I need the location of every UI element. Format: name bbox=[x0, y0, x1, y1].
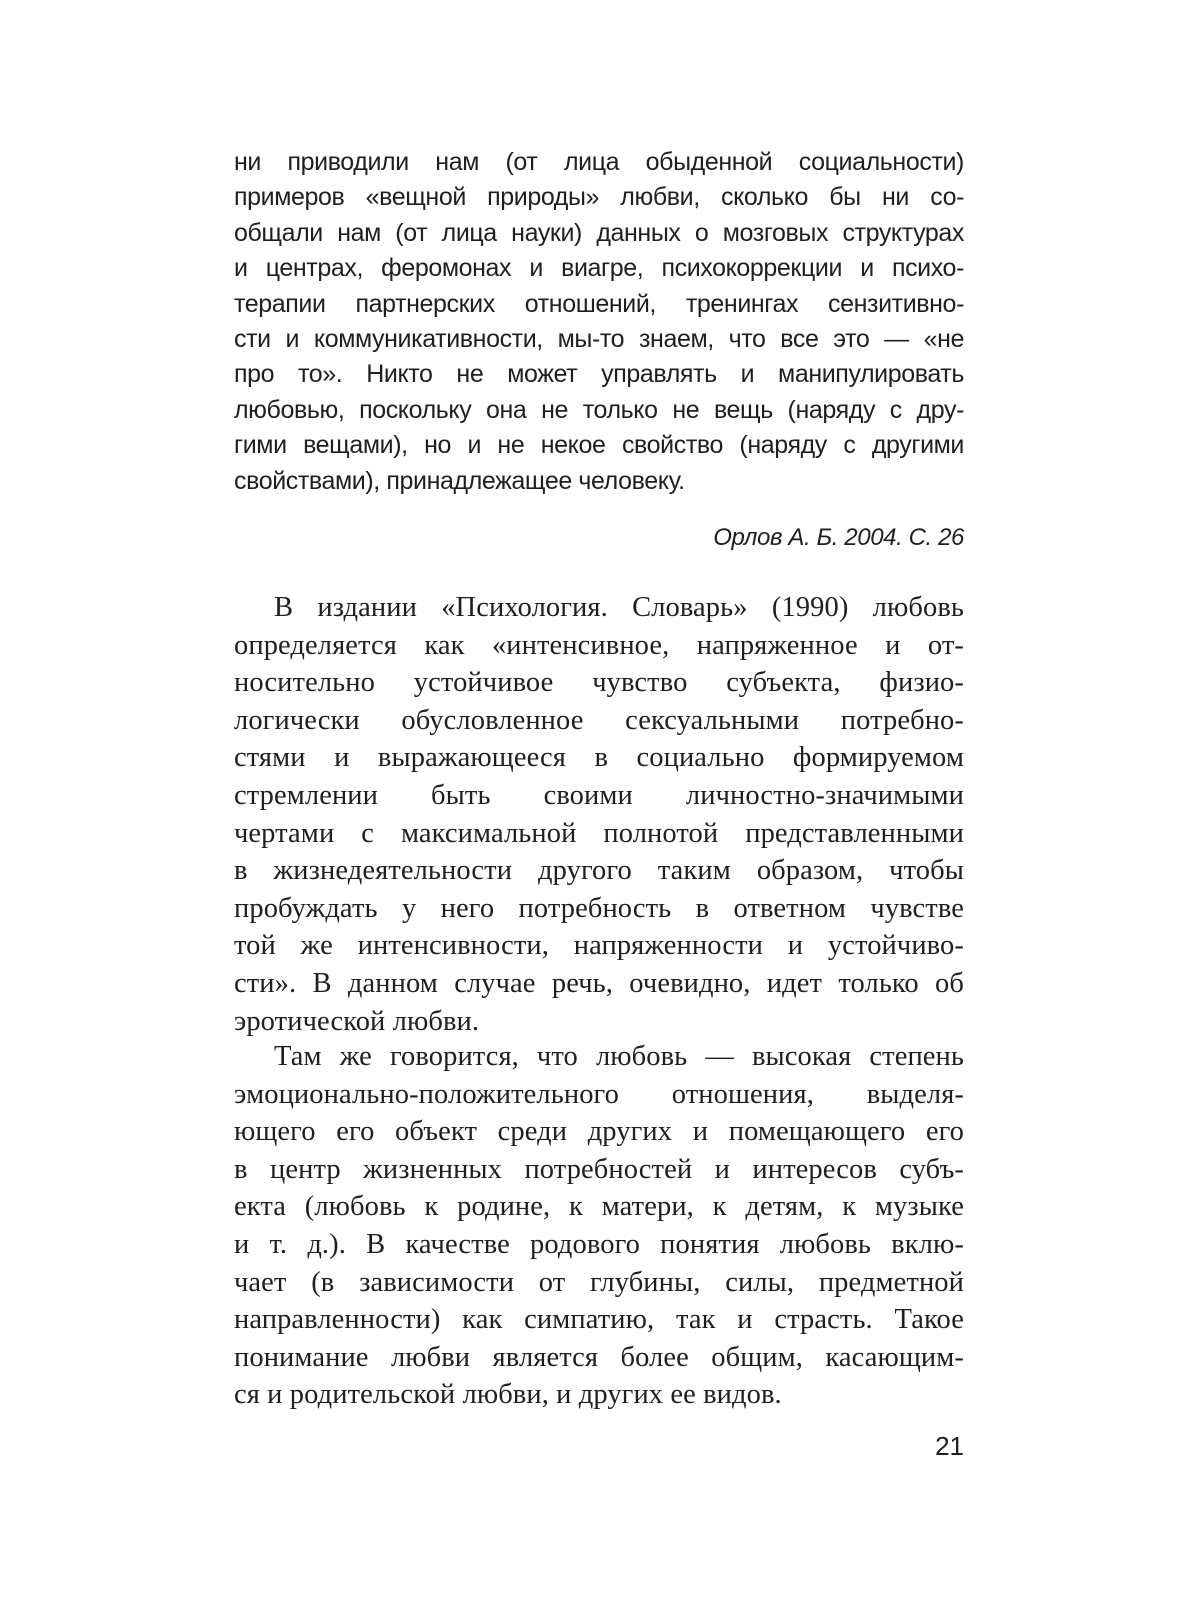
paragraph-line: ся и родительской любви, и других ее видов. bbox=[234, 1379, 782, 1411]
quote-line: ни приводили нам (от лица обыденной социальности) bbox=[234, 148, 964, 176]
paragraph-line: логически обусловленное сексуальными потребно- bbox=[234, 704, 964, 736]
quote-line: свойствами), принадлежащее человеку. bbox=[234, 466, 685, 495]
paragraph-line: чертами с максимальной полнотой представленными bbox=[234, 817, 964, 849]
paragraph-line: определяется как «интенсивное, напряженное и от- bbox=[234, 629, 964, 661]
paragraph-line: эротической любви. bbox=[234, 1005, 480, 1037]
paragraph-line: ющего его объект среди других и помещающего его bbox=[234, 1116, 964, 1148]
paragraph-line: екта (любовь к родине, к матери, к детям, к музыке bbox=[234, 1191, 964, 1223]
quote-line: сти и коммуникативности, мы-то знаем, что все это — «не bbox=[234, 325, 964, 354]
quote-line: терапии партнерских отношений, тренингах сензитивно- bbox=[234, 289, 964, 318]
paragraph-line: Там же говорится, что любовь — высокая степень bbox=[274, 1041, 964, 1072]
quote-line: про то». Никто не может управлять и манипулировать bbox=[234, 360, 964, 389]
paragraph-line: в жизнедеятельности другого таким образом, чтобы bbox=[234, 855, 964, 887]
paragraph-line: понимание любви является более общим, касающим- bbox=[234, 1341, 964, 1373]
quote-line: примеров «вещной природы» любви, сколько бы ни со- bbox=[234, 183, 964, 212]
paragraph-line: В издании «Психология. Словарь» (1990) любовь bbox=[274, 592, 964, 623]
paragraph-line: носительно устойчивое чувство субъекта, физио- bbox=[234, 667, 964, 699]
paragraph-line: и т. д.). В качестве родового понятия любовь вклю- bbox=[234, 1228, 964, 1260]
paragraph-line: эмоционально-положительного отношения, выделя- bbox=[234, 1078, 964, 1110]
quote-line: гими вещами), но и не некое свойство (наряду с другими bbox=[234, 431, 964, 460]
paragraph-line: стремлении быть своими личностно-значимыми bbox=[234, 779, 964, 811]
page-number: 21 bbox=[935, 1431, 964, 1461]
paragraph-line: стями и выражающееся в социально формируемом bbox=[234, 742, 964, 774]
quote-line: и центрах, феромонах и виагре, психокоррекции и психо- bbox=[234, 254, 964, 283]
quote-line: любовью, поскольку она не только не вещь (наряду с дру- bbox=[234, 395, 964, 424]
quote-source: Орлов А. Б. 2004. С. 26 bbox=[713, 524, 964, 551]
epigraph-quote bbox=[234, 145, 964, 499]
paragraph-2 bbox=[234, 1038, 964, 1414]
paragraph-line: направленности) как симпатию, так и страсть. Такое bbox=[234, 1304, 964, 1336]
quote-line: общали нам (от лица науки) данных о мозговых структурах bbox=[234, 218, 964, 247]
paragraph-line: пробуждать у него потребность в ответном чувстве bbox=[234, 892, 964, 924]
paragraph-line: той же интенсивности, напряженности и устойчиво- bbox=[234, 930, 964, 962]
paragraph-1 bbox=[234, 589, 964, 1040]
paragraph-line: чает (в зависимости от глубины, силы, предметной bbox=[234, 1266, 964, 1298]
book-page bbox=[234, 0, 964, 1600]
paragraph-line: в центр жизненных потребностей и интересов субъ- bbox=[234, 1153, 964, 1185]
paragraph-line: сти». В данном случае речь, очевидно, идет только об bbox=[234, 967, 964, 999]
